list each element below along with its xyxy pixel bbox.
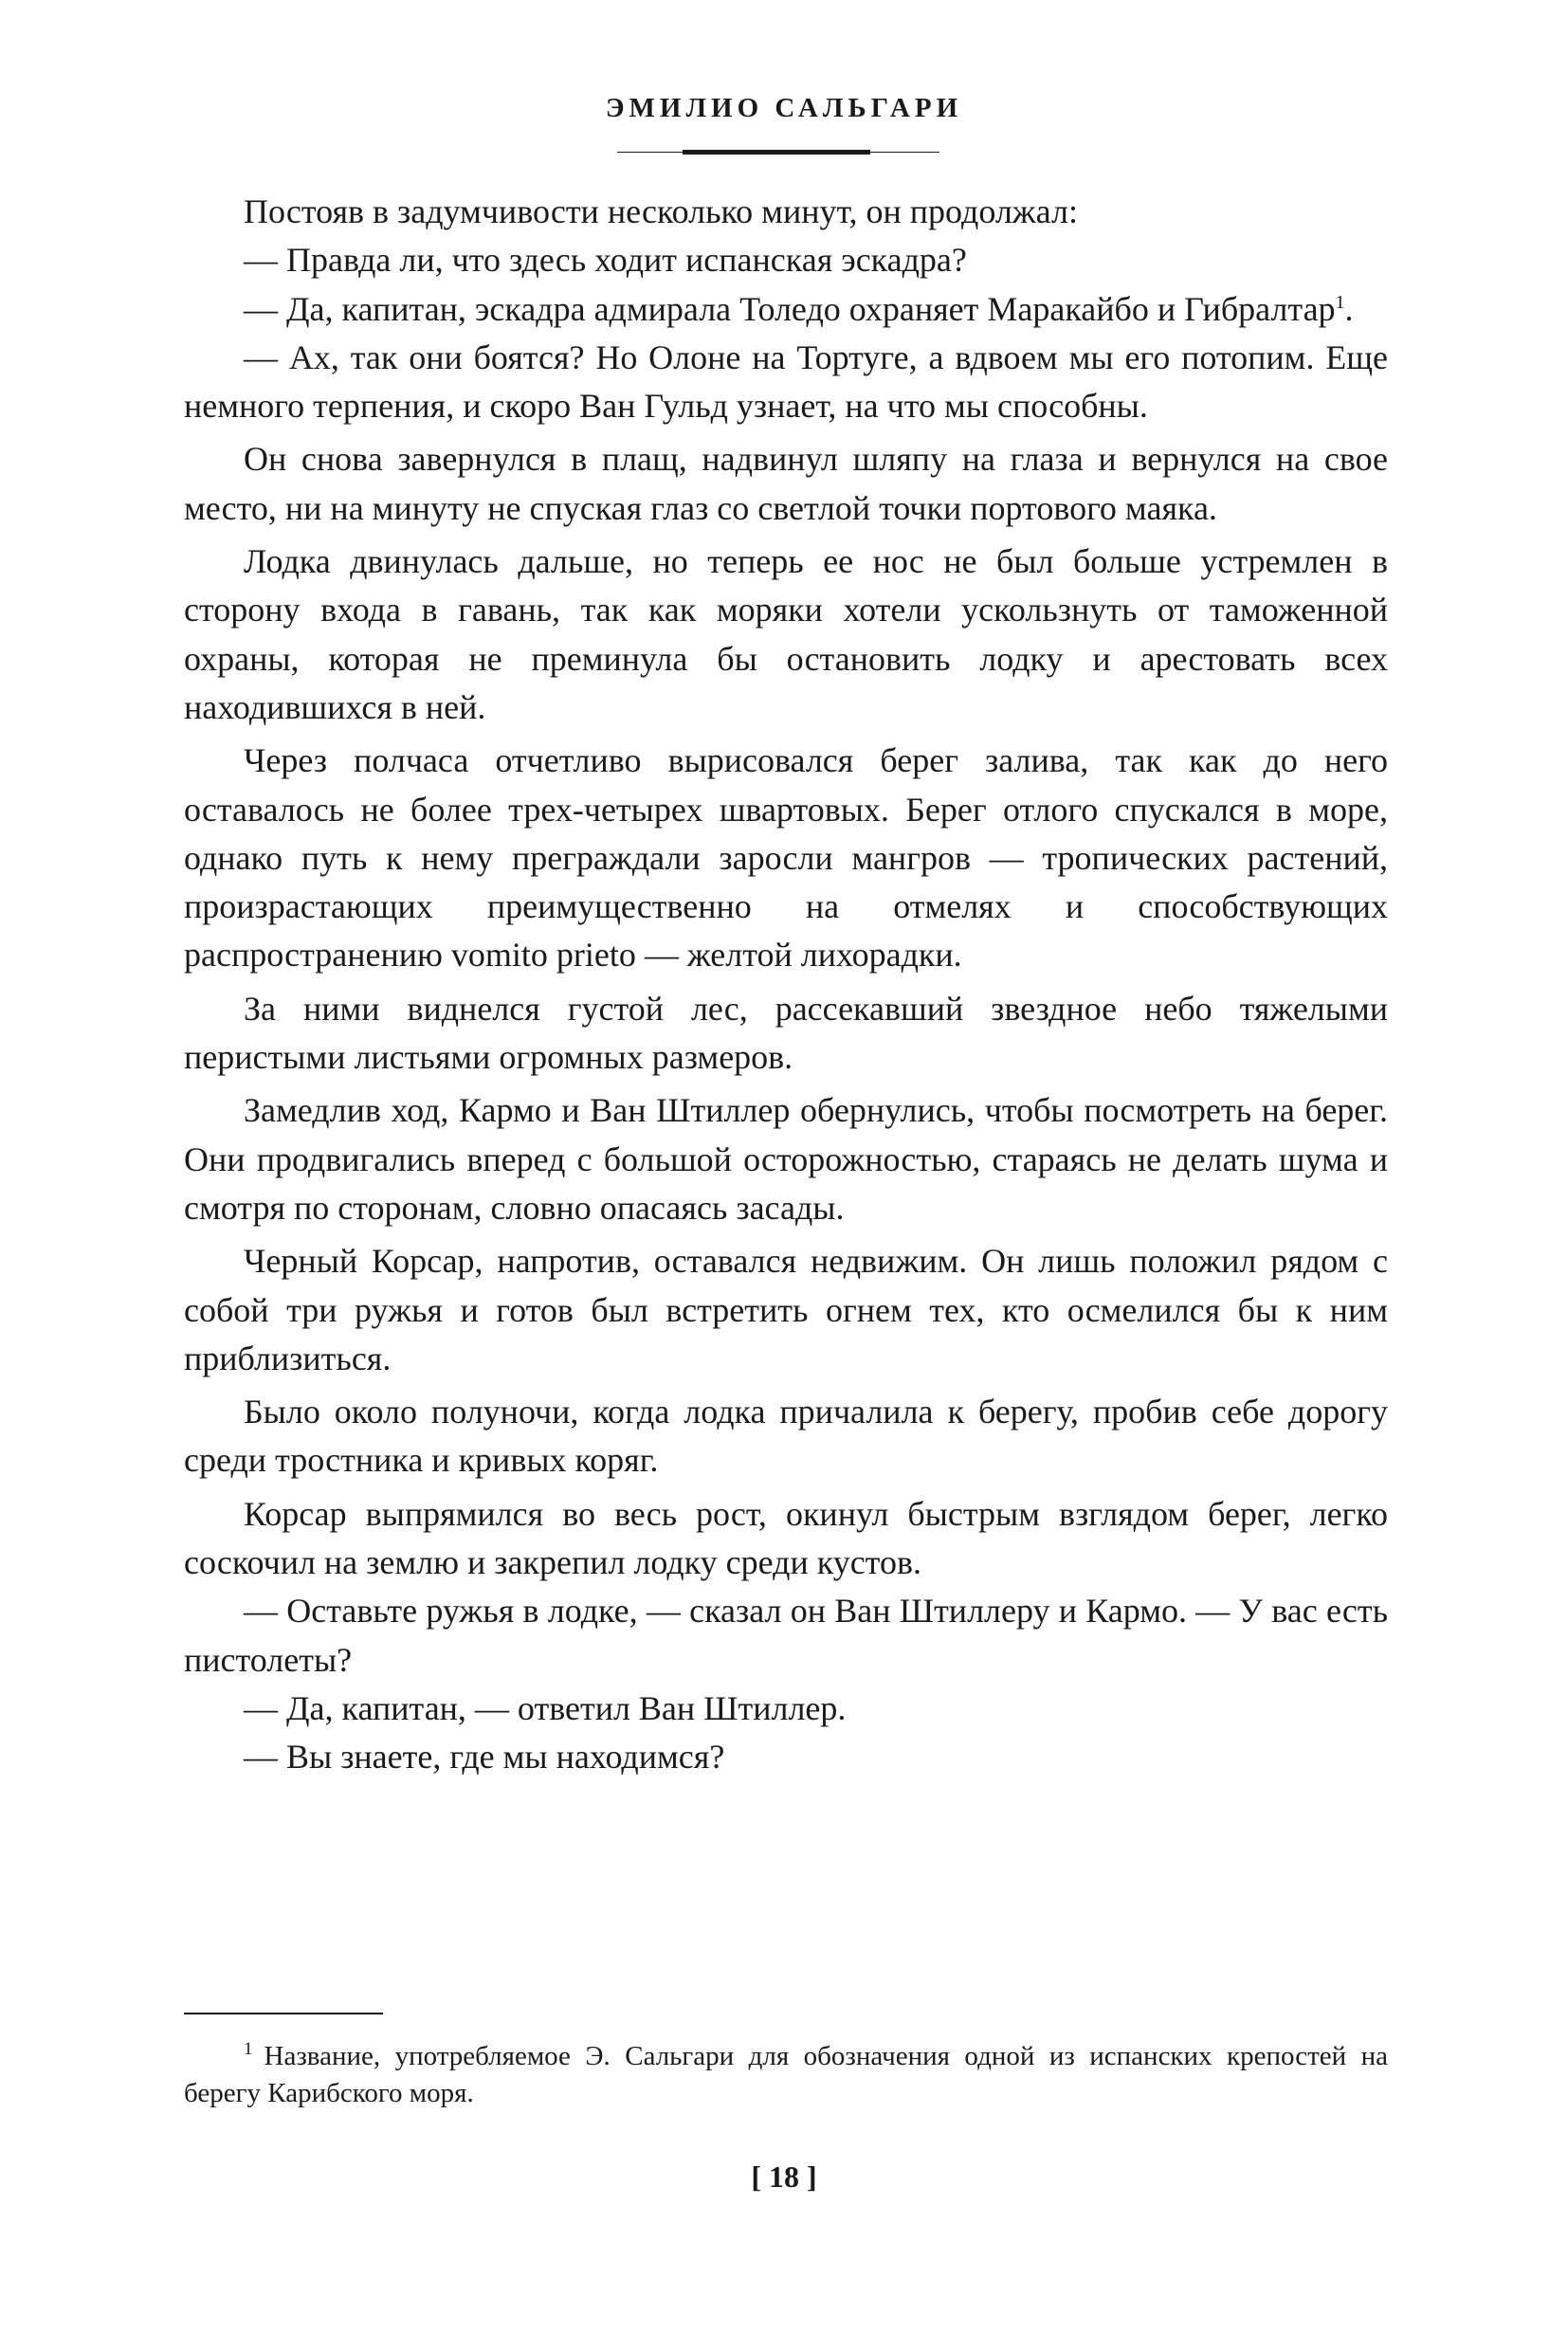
paragraph: — Да, капитан, — ответил Ван Штиллер. xyxy=(244,1688,847,1727)
paragraph: Он снова завернулся в плащ, надвинул шляпу на глаза и вернулся на свое место, ни на минуту не спуская глаз со светлой точки портового маяка. xyxy=(184,440,1388,527)
paragraph: — Вы знаете, где мы находимся? xyxy=(244,1738,725,1777)
paragraph: Было около полуночи, когда лодка причалила к берегу, пробив себе дорогу среди тростника и кривых коряг. xyxy=(184,1393,1388,1480)
footnote-separator xyxy=(184,2013,383,2014)
footnote-text: Название, употребляемое Э. Сальгари для обозначения одной из испанских крепостей на берегу Карибского моря. xyxy=(184,2041,1388,2108)
paragraph-end-punctuation: . xyxy=(1344,289,1354,328)
paragraph: За ними виднелся густой лес, рассекавший звездное небо тяжелыми перистыми листьями огромных размеров. xyxy=(184,989,1388,1077)
page-number: [ 18 ] xyxy=(751,2160,817,2194)
paragraph: — Правда ли, что здесь ходит испанская эскадра? xyxy=(244,241,967,280)
paragraph: Корсар выпрямился во весь рост, окинул быстрым взглядом берег, легко соскочил на землю и закрепил лодку среди кустов. xyxy=(184,1494,1388,1582)
paragraph: — Оставьте ружья в лодке, — сказал он Ван Штиллеру и Кармо. — У вас есть пистолеты? xyxy=(184,1592,1388,1679)
paragraph: Постояв в задумчивости несколько минут, он продолжал: xyxy=(244,192,1078,230)
running-head-author: ЭМИЛИО САЛЬГАРИ xyxy=(605,93,963,123)
paragraph: Замедлив ход, Кармо и Ван Штиллер обернулись, чтобы посмотреть на берег. Они продвигались вперед с большой осторожностью, стараясь не делать шума и смотря по сторонам, словно опасаясь засады. xyxy=(184,1091,1388,1227)
footnote-reference: 1 xyxy=(1335,291,1345,313)
footnote xyxy=(184,2038,1388,2112)
paragraph: Через полчаса отчетливо вырисовался берег залива, так как до него оставалось не более трех-четырех швартовых. Берег отлого спускался в море, однако путь к нему преграждали заросли мангров — тропических растений, произрастающих преимущественно на отмелях и способствующих распространению vomito prieto — желтой лихорадки. xyxy=(184,741,1388,975)
footnote-marker: 1 xyxy=(244,2039,253,2060)
header-rule-accent xyxy=(683,150,870,155)
paragraph: Черный Корсар, напротив, оставался недвижим. Он лишь положил рядом с собой три ружья и готов был встретить огнем тех, кто осмелился бы к ним приблизиться. xyxy=(184,1242,1388,1377)
paragraph-text: — Да, капитан, эскадра адмирала Толедо охраняет Маракайбо и Гибралтар xyxy=(244,289,1336,328)
main-text xyxy=(184,188,1388,1782)
paragraph xyxy=(184,285,1388,334)
paragraph: — Ах, так они боятся? Но Олоне на Тортуге, а вдвоем мы его потопим. Еще немного терпения, и скоро Ван Гульд узнает, на что мы способны. xyxy=(184,337,1388,426)
paragraph: Лодка двинулась дальше, но теперь ее нос не был больше устремлен в сторону входа в гавань, так как моряки хотели ускользнуть от таможенной охраны, которая не преминула бы остановить лодку и арестовать всех находившихся в ней. xyxy=(184,542,1388,726)
